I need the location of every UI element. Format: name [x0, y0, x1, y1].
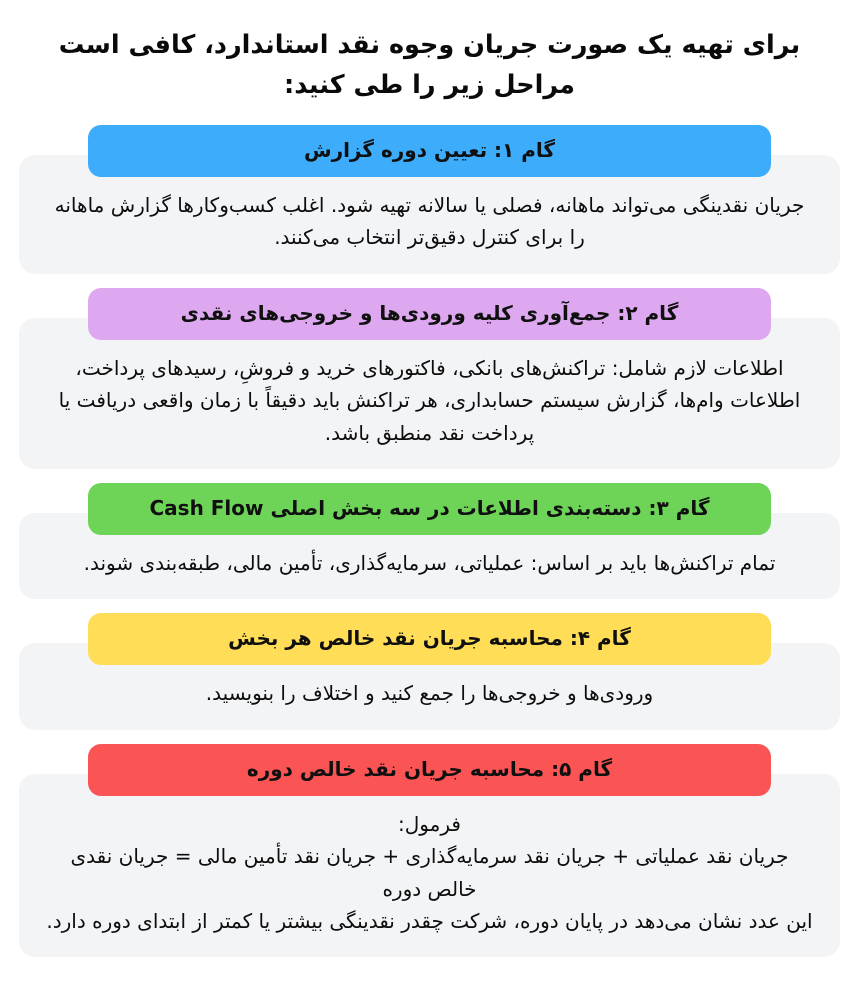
step-body-text-1: جریان نقدینگی می‌تواند ماهانه، فصلی یا سالانه تهیه شود. اغلب کسب‌وکارها گزارش ماهانه را برای کنترل دقیق‌تر انتخاب می‌کنند. — [54, 193, 805, 250]
step-item-1 — [19, 125, 840, 274]
step-item-4 — [19, 613, 840, 729]
step-header-5: گام ۵: محاسبه جریان نقد خالص دوره — [88, 744, 771, 796]
step-header-3: گام ۳: دسته‌بندی اطلاعات در سه بخش اصلی Cash Flow — [88, 483, 771, 535]
step-item-2 — [19, 288, 840, 469]
step-item-3 — [19, 483, 840, 599]
step-formula-label: فرمول: — [398, 811, 461, 836]
step-body-text-4: ورودی‌ها و خروجی‌ها را جمع کنید و اختلاف را بنویسید. — [205, 681, 654, 706]
step-formula-text: جریان نقد عملیاتی + جریان نقد سرمایه‌گذاری + جریان نقد تأمین مالی = جریان نقدی خالص دوره — [70, 844, 789, 901]
step-body-2 — [19, 318, 840, 469]
step-body-text-3: تمام تراکنش‌ها باید بر اساس: عملیاتی، سرمایه‌گذاری، تأمین مالی، طبقه‌بندی شوند. — [83, 550, 776, 575]
page-title: برای تهیه یک صورت جریان وجوه نقد استاندارد، کافی است مراحل زیر را طی کنید: — [58, 30, 801, 100]
step-formula-note: این عدد نشان می‌دهد در پایان دوره، شرکت چقدر نقدینگی بیشتر یا کمتر از ابتدای دوره دارد. — [46, 908, 813, 933]
step-body-5 — [19, 774, 840, 958]
step-body-text-2: اطلاعات لازم شامل: تراکنش‌های بانکی، فاکتورهای خرید و فروشِ، رسیدهای پرداخت، اطلاعات وام‌ها، گزارش سیستم حسابداری، هر تراکنش باید دقیقاً با زمان واقعی دریافت یا پرداخت نقد منطبق باشد. — [58, 355, 801, 445]
step-item-5 — [19, 744, 840, 958]
step-header-4: گام ۴: محاسبه جریان نقد خالص هر بخش — [88, 613, 771, 665]
steps-list — [0, 125, 859, 957]
step-header-1: گام ۱: تعیین دوره گزارش — [88, 125, 771, 177]
step-header-2: گام ۲: جمع‌آوری کلیه ورودی‌ها و خروجی‌های نقدی — [88, 288, 771, 340]
